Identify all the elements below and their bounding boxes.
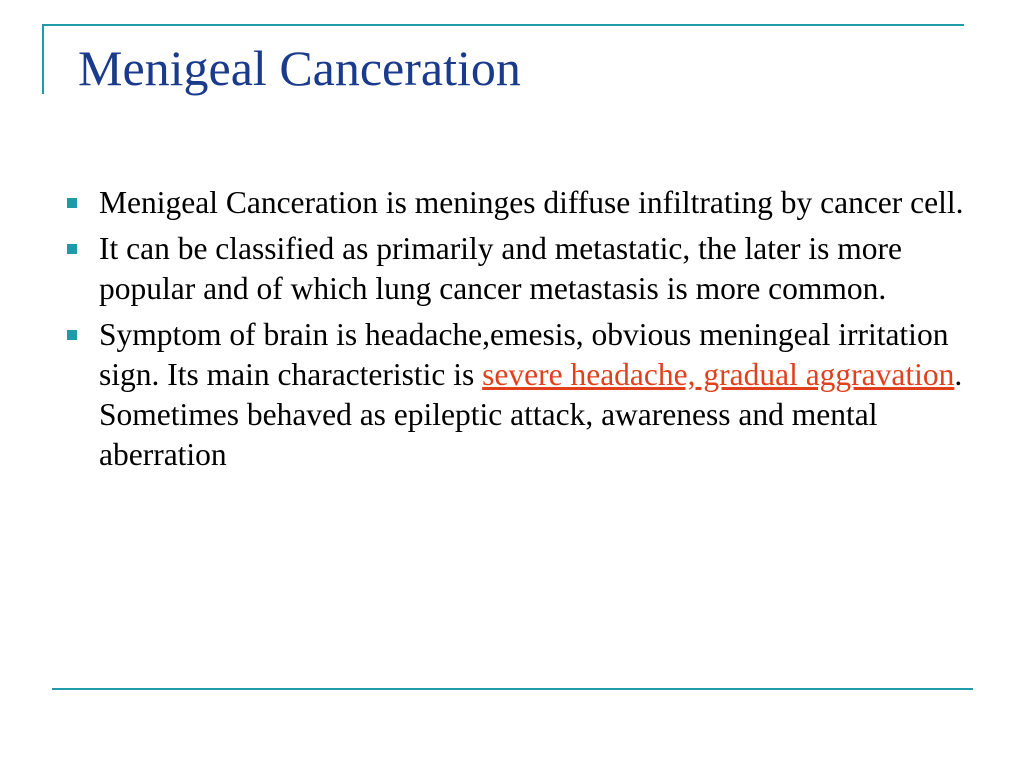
bullet-text: It can be classified as primarily and metastatic, the later is more popular and of which lung cancer metastasis is more common. xyxy=(99,231,902,306)
top-accent-line xyxy=(42,24,964,26)
square-bullet-icon xyxy=(67,330,77,340)
bullet-item-symptoms xyxy=(62,315,970,475)
bullet-text-lead: Symptom of brain is headache,emesis, obvious meningeal irritation sign. Its main characteristic is xyxy=(99,317,949,392)
square-bullet-icon xyxy=(67,244,77,254)
bullet-text: Menigeal Canceration is meninges diffuse infiltrating by cancer cell. xyxy=(99,185,964,220)
left-accent-line xyxy=(42,24,44,94)
bullet-list xyxy=(62,183,970,481)
bullet-item-classification xyxy=(62,229,970,309)
square-bullet-icon xyxy=(67,198,77,208)
slide-title: Menigeal Canceration xyxy=(78,40,521,96)
highlighted-phrase: severe headache, gradual aggravation xyxy=(482,357,955,392)
bottom-accent-line xyxy=(52,688,973,690)
bullet-text-tail: . Sometimes behaved as epileptic attack, awareness and mental aberration xyxy=(99,357,963,472)
bullet-item-definition xyxy=(62,183,970,223)
